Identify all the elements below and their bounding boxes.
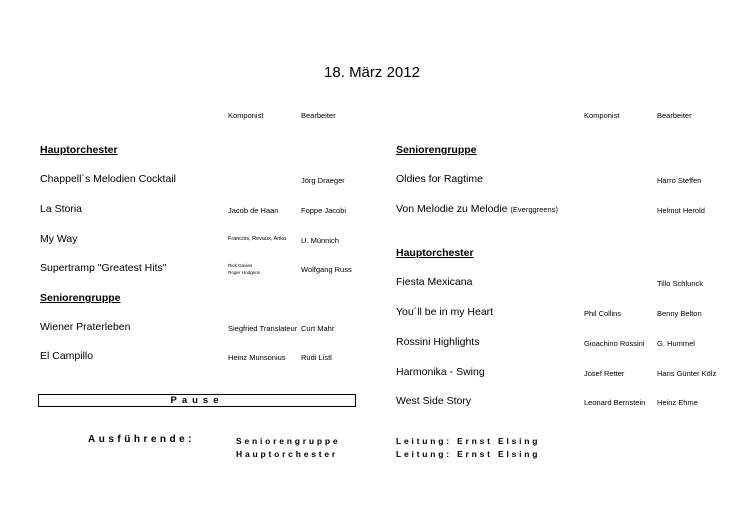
piece-composer: Leonard Bernstein	[584, 398, 646, 407]
right-section-seniorengruppe: Seniorengruppe	[396, 144, 477, 156]
right-composer-header: Komponist	[584, 111, 620, 120]
piece-title: Wiener Praterleben	[40, 321, 131, 333]
piece-composer-2: Roger Hodgson	[228, 270, 261, 275]
piece-composer: Jacob de Haan	[228, 206, 279, 215]
left-composer-header: Komponist	[228, 111, 264, 120]
right-arranger-header: Bearbeiter	[657, 111, 692, 120]
right-section-hauptorchester: Hauptorchester	[396, 247, 474, 259]
piece-arranger: U. Münnich	[301, 236, 339, 245]
left-section-hauptorchester: Hauptorchester	[40, 144, 118, 156]
footer-label: Ausführende:	[88, 434, 195, 445]
piece-arranger: Harro Steffen	[657, 176, 702, 185]
piece-title: You´ll be in my Heart	[396, 306, 494, 318]
piece-arranger: Tillo Schlunck	[657, 279, 703, 288]
pause-box: Pause	[38, 394, 356, 407]
piece-arranger: Heinz Ehme	[657, 398, 698, 407]
piece-title: Supertramp "Greatest Hits"	[40, 262, 167, 274]
piece-title: Chappell´s Melodien Cocktail	[40, 173, 176, 185]
left-section-seniorengruppe: Seniorengruppe	[40, 292, 121, 304]
piece-composer: Rick Davies	[228, 263, 253, 268]
piece-arranger: Benny Belton	[657, 309, 702, 318]
piece-title: Fiesta Mexicana	[396, 276, 473, 288]
piece-title	[396, 203, 558, 215]
piece-composer: Gioachino Rossini	[584, 339, 645, 348]
footer-group: Seniorengruppe	[236, 436, 341, 446]
piece-composer: Josef Retter	[584, 369, 625, 378]
piece-title: Rossini Highlights	[396, 336, 480, 348]
piece-composer: Phil Collins	[584, 309, 622, 318]
piece-arranger: Hans Günter Kölz	[657, 369, 717, 378]
piece-arranger: Wolfgang Russ	[301, 265, 352, 274]
piece-arranger: Foppe Jacobi	[301, 206, 347, 215]
piece-composer: Heinz Munsonius	[228, 353, 286, 362]
piece-title: Harmonika - Swing	[396, 366, 485, 378]
piece-title-text: Von Melodie zu Melodie	[396, 203, 508, 215]
page-title: 18. März 2012	[324, 64, 420, 81]
piece-arranger: G. Hummel	[657, 339, 695, 348]
piece-arranger: Rudi Listl	[301, 353, 332, 362]
piece-arranger: Jörg Draeger	[301, 176, 345, 185]
footer-leader: Leitung: Ernst Elsing	[396, 449, 541, 459]
footer-group: Hauptorchester	[236, 449, 339, 459]
piece-title: Oldies for Ragtime	[396, 173, 483, 185]
footer-leader: Leitung: Ernst Elsing	[396, 436, 541, 446]
piece-composer: Francois, Revaux, Anka	[228, 236, 287, 242]
left-arranger-header: Bearbeiter	[301, 111, 336, 120]
piece-title: La Storia	[40, 203, 83, 215]
piece-title: El Campillo	[40, 350, 94, 362]
piece-composer: Siegfried Translateur	[228, 324, 298, 333]
piece-note: (Everggreens)	[510, 205, 558, 214]
piece-arranger: Curt Mahr	[301, 324, 335, 333]
piece-title: West Side Story	[396, 395, 472, 407]
piece-title: My Way	[40, 233, 78, 245]
piece-arranger: Helmut Herold	[657, 206, 705, 215]
